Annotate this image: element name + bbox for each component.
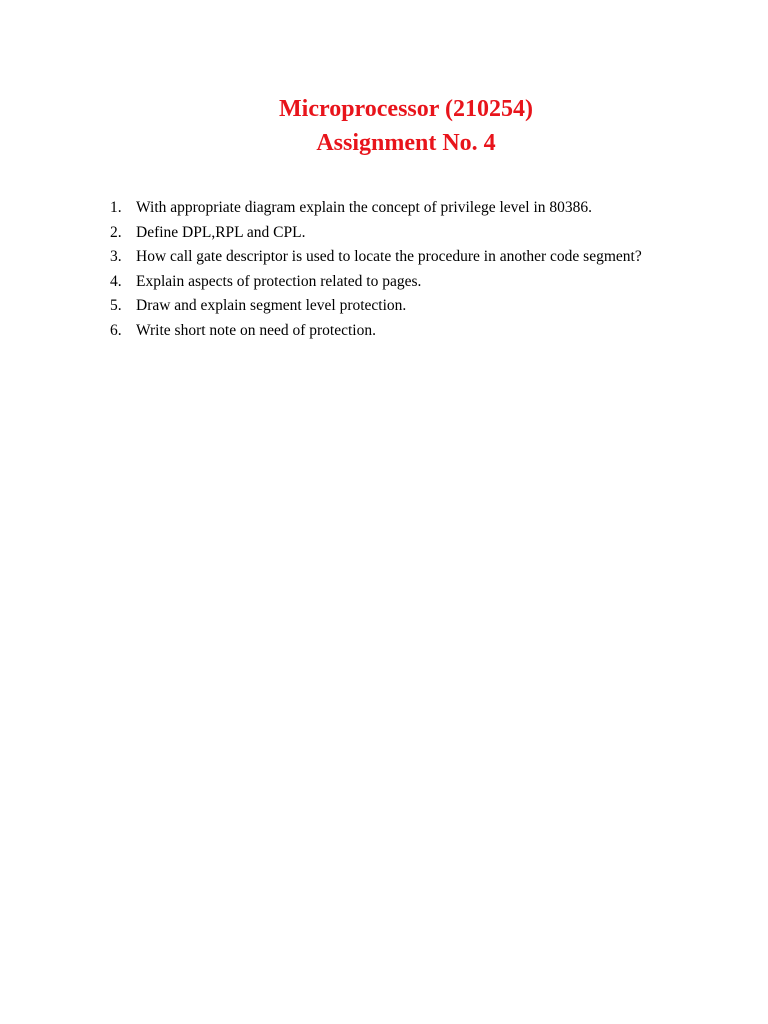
question-number: 6. — [110, 321, 122, 339]
question-number: 3. — [110, 248, 122, 265]
question-item — [110, 196, 670, 221]
title-block — [0, 92, 768, 160]
question-text: Write short note on need of protection. — [136, 321, 376, 339]
question-item — [110, 319, 670, 344]
question-text: Explain aspects of protection related to pages. — [136, 272, 422, 290]
question-text: How call gate descriptor is used to locate the procedure in another code segment? — [136, 248, 642, 265]
question-item — [110, 294, 670, 319]
assignment-title: Assignment No. 4 — [316, 130, 496, 156]
question-text: Draw and explain segment level protection. — [136, 297, 407, 314]
question-number: 2. — [110, 223, 122, 241]
question-item — [110, 270, 670, 295]
question-list — [110, 196, 670, 343]
question-item — [110, 245, 670, 270]
question-text: Define DPL,RPL and CPL. — [136, 223, 306, 241]
question-number: 5. — [110, 297, 122, 314]
question-number: 4. — [110, 272, 122, 290]
course-title: Microprocessor (210254) — [279, 96, 533, 122]
question-item — [110, 221, 670, 246]
question-text: With appropriate diagram explain the concept of privilege level in 80386. — [136, 199, 593, 216]
question-number: 1. — [110, 199, 122, 216]
